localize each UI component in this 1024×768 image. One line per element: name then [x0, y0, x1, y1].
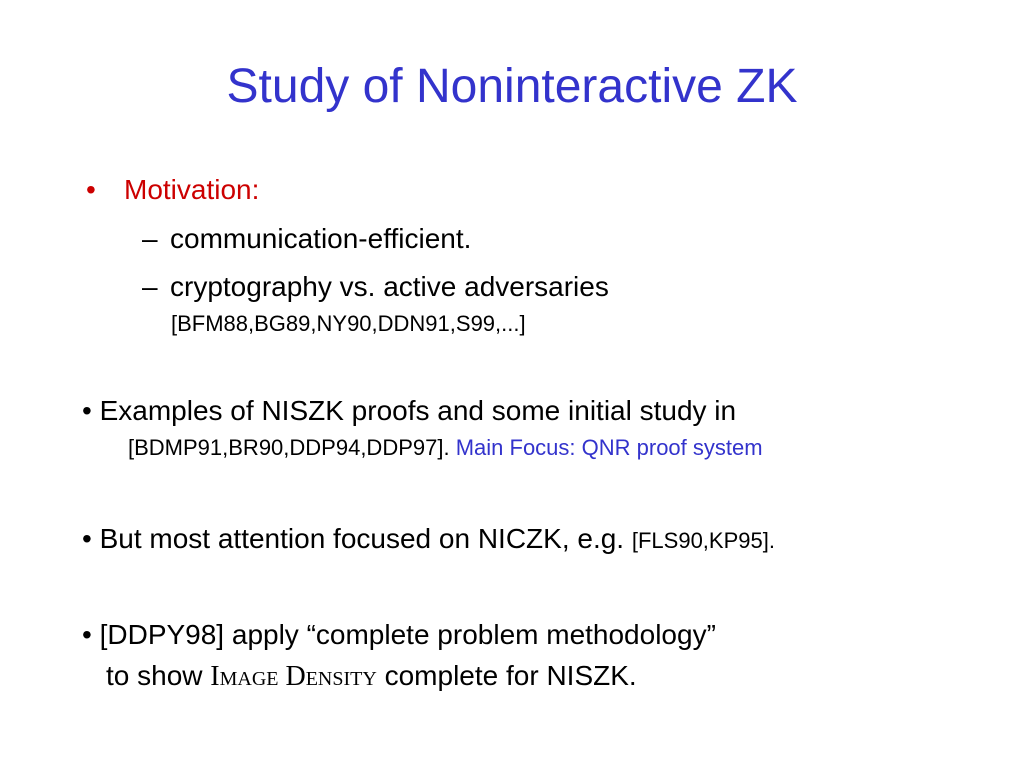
point-niczk — [82, 522, 775, 558]
motivation-citation: [BFM88,BG89,NY90,DDN91,S99,...] — [171, 311, 526, 336]
point-citation: [FLS90,KP95]. — [631, 528, 775, 553]
point-text: But most attention focused on NICZK, e.g. — [99, 523, 625, 554]
point-bullet: • — [82, 523, 92, 554]
dash-marker: – — [142, 223, 158, 254]
bullet-dot: • — [86, 174, 96, 205]
dash-marker: – — [142, 271, 158, 302]
main-focus-highlight: Main Focus: QNR proof system — [455, 435, 763, 460]
image-density-term: Image Density — [210, 661, 377, 692]
motivation-item-text: cryptography vs. active adversaries — [170, 271, 609, 302]
motivation-label: Motivation: — [124, 174, 260, 205]
point-citation: [BDMP91,BR90,DDP94,DDP97]. — [128, 435, 450, 460]
slide-title: Study of Noninteractive ZK — [226, 60, 798, 113]
point-ddpy98-continuation — [106, 659, 637, 694]
point-bullet: • — [82, 395, 92, 426]
motivation-item-text: communication-efficient. — [170, 223, 472, 254]
motivation-bullet — [86, 173, 259, 207]
point-examples — [82, 394, 736, 428]
motivation-item — [142, 270, 609, 304]
motivation-item — [142, 222, 471, 256]
point-text-after: complete for NISZK. — [384, 660, 637, 691]
point-text: [DDPY98] apply “complete problem methodology” — [99, 619, 716, 650]
point-bullet: • — [82, 619, 92, 650]
point-ddpy98 — [82, 618, 716, 652]
point-examples-continuation — [128, 434, 763, 462]
point-text-before: to show — [106, 660, 203, 691]
point-text: Examples of NISZK proofs and some initial study in — [99, 395, 737, 426]
